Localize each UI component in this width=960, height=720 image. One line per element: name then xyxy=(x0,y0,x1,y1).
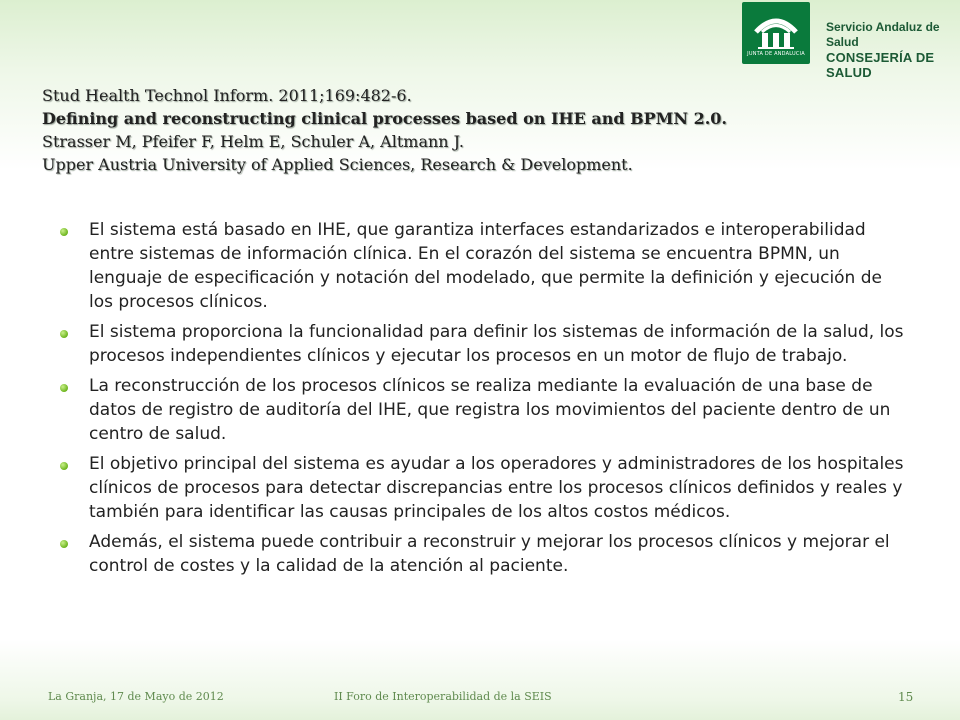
org-line-1: Servicio Andaluz de Salud xyxy=(826,20,940,49)
bullet-text: El sistema está basado en IHE, que garantiza interfaces estandarizados e interoperabilidad entre sistemas de información clínica. En el corazón del sistema se encuentra BPMN, un lenguaje de especificación y notación del modelado, que permite la definición y ejecución de los procesos clínicos. xyxy=(89,220,882,312)
bullet-text: Además, el sistema puede contribuir a reconstruir y mejorar los procesos clínicos y mejorar el control de costes y la calidad de la atención al paciente. xyxy=(89,532,890,576)
page-number: 15 xyxy=(898,690,914,704)
citation-affiliation: Upper Austria University of Applied Sciences, Research & Development. xyxy=(42,155,633,174)
bullet-item xyxy=(58,374,908,446)
junta-andalucia-logo xyxy=(742,2,810,64)
citation-header xyxy=(42,84,732,176)
citation-title: Defining and reconstructing clinical processes based on IHE and BPMN 2.0. xyxy=(42,109,727,128)
bullet-text: La reconstrucción de los procesos clínicos se realiza mediante la evaluación de una base de datos de registro de auditoría del IHE, que registra los movimientos del paciente dentro de un centro de salud. xyxy=(89,376,891,444)
bullet-dot-icon xyxy=(60,462,68,470)
bullet-text: El objetivo principal del sistema es ayudar a los operadores y administradores de los hospitales clínicos de procesos para detectar discrepancias entre los procesos clínicos definidos y reales y también para identificar las causas principales de los altos costos médicos. xyxy=(89,454,904,522)
organization-name xyxy=(826,20,960,80)
bullet-dot-icon xyxy=(60,384,68,392)
bullet-item xyxy=(58,218,908,314)
bullet-text: El sistema proporciona la funcionalidad para definir los sistemas de información de la salud, los procesos independientes clínicos y ejecutar los procesos en un motor de flujo de trabajo. xyxy=(89,322,904,366)
org-line-2: CONSEJERÍA DE SALUD xyxy=(826,50,935,80)
footer-event: II Foro de Interoperabilidad de la SEIS xyxy=(334,690,552,703)
citation-authors: Strasser M, Pfeifer F, Helm E, Schuler A, Altmann J. xyxy=(42,132,464,151)
bullet-dot-icon xyxy=(60,330,68,338)
bullet-dot-icon xyxy=(60,540,68,548)
bullet-item xyxy=(58,530,908,578)
bullet-list xyxy=(58,218,908,584)
citation-journal: Stud Health Technol Inform. 2011;169:482-6. xyxy=(42,86,412,105)
bullet-dot-icon xyxy=(60,228,68,236)
bullet-item xyxy=(58,452,908,524)
logo-caption: JUNTA DE ANDALUCIA xyxy=(747,51,805,57)
footer-date: La Granja, 17 de Mayo de 2012 xyxy=(48,690,224,703)
bullet-item xyxy=(58,320,908,368)
